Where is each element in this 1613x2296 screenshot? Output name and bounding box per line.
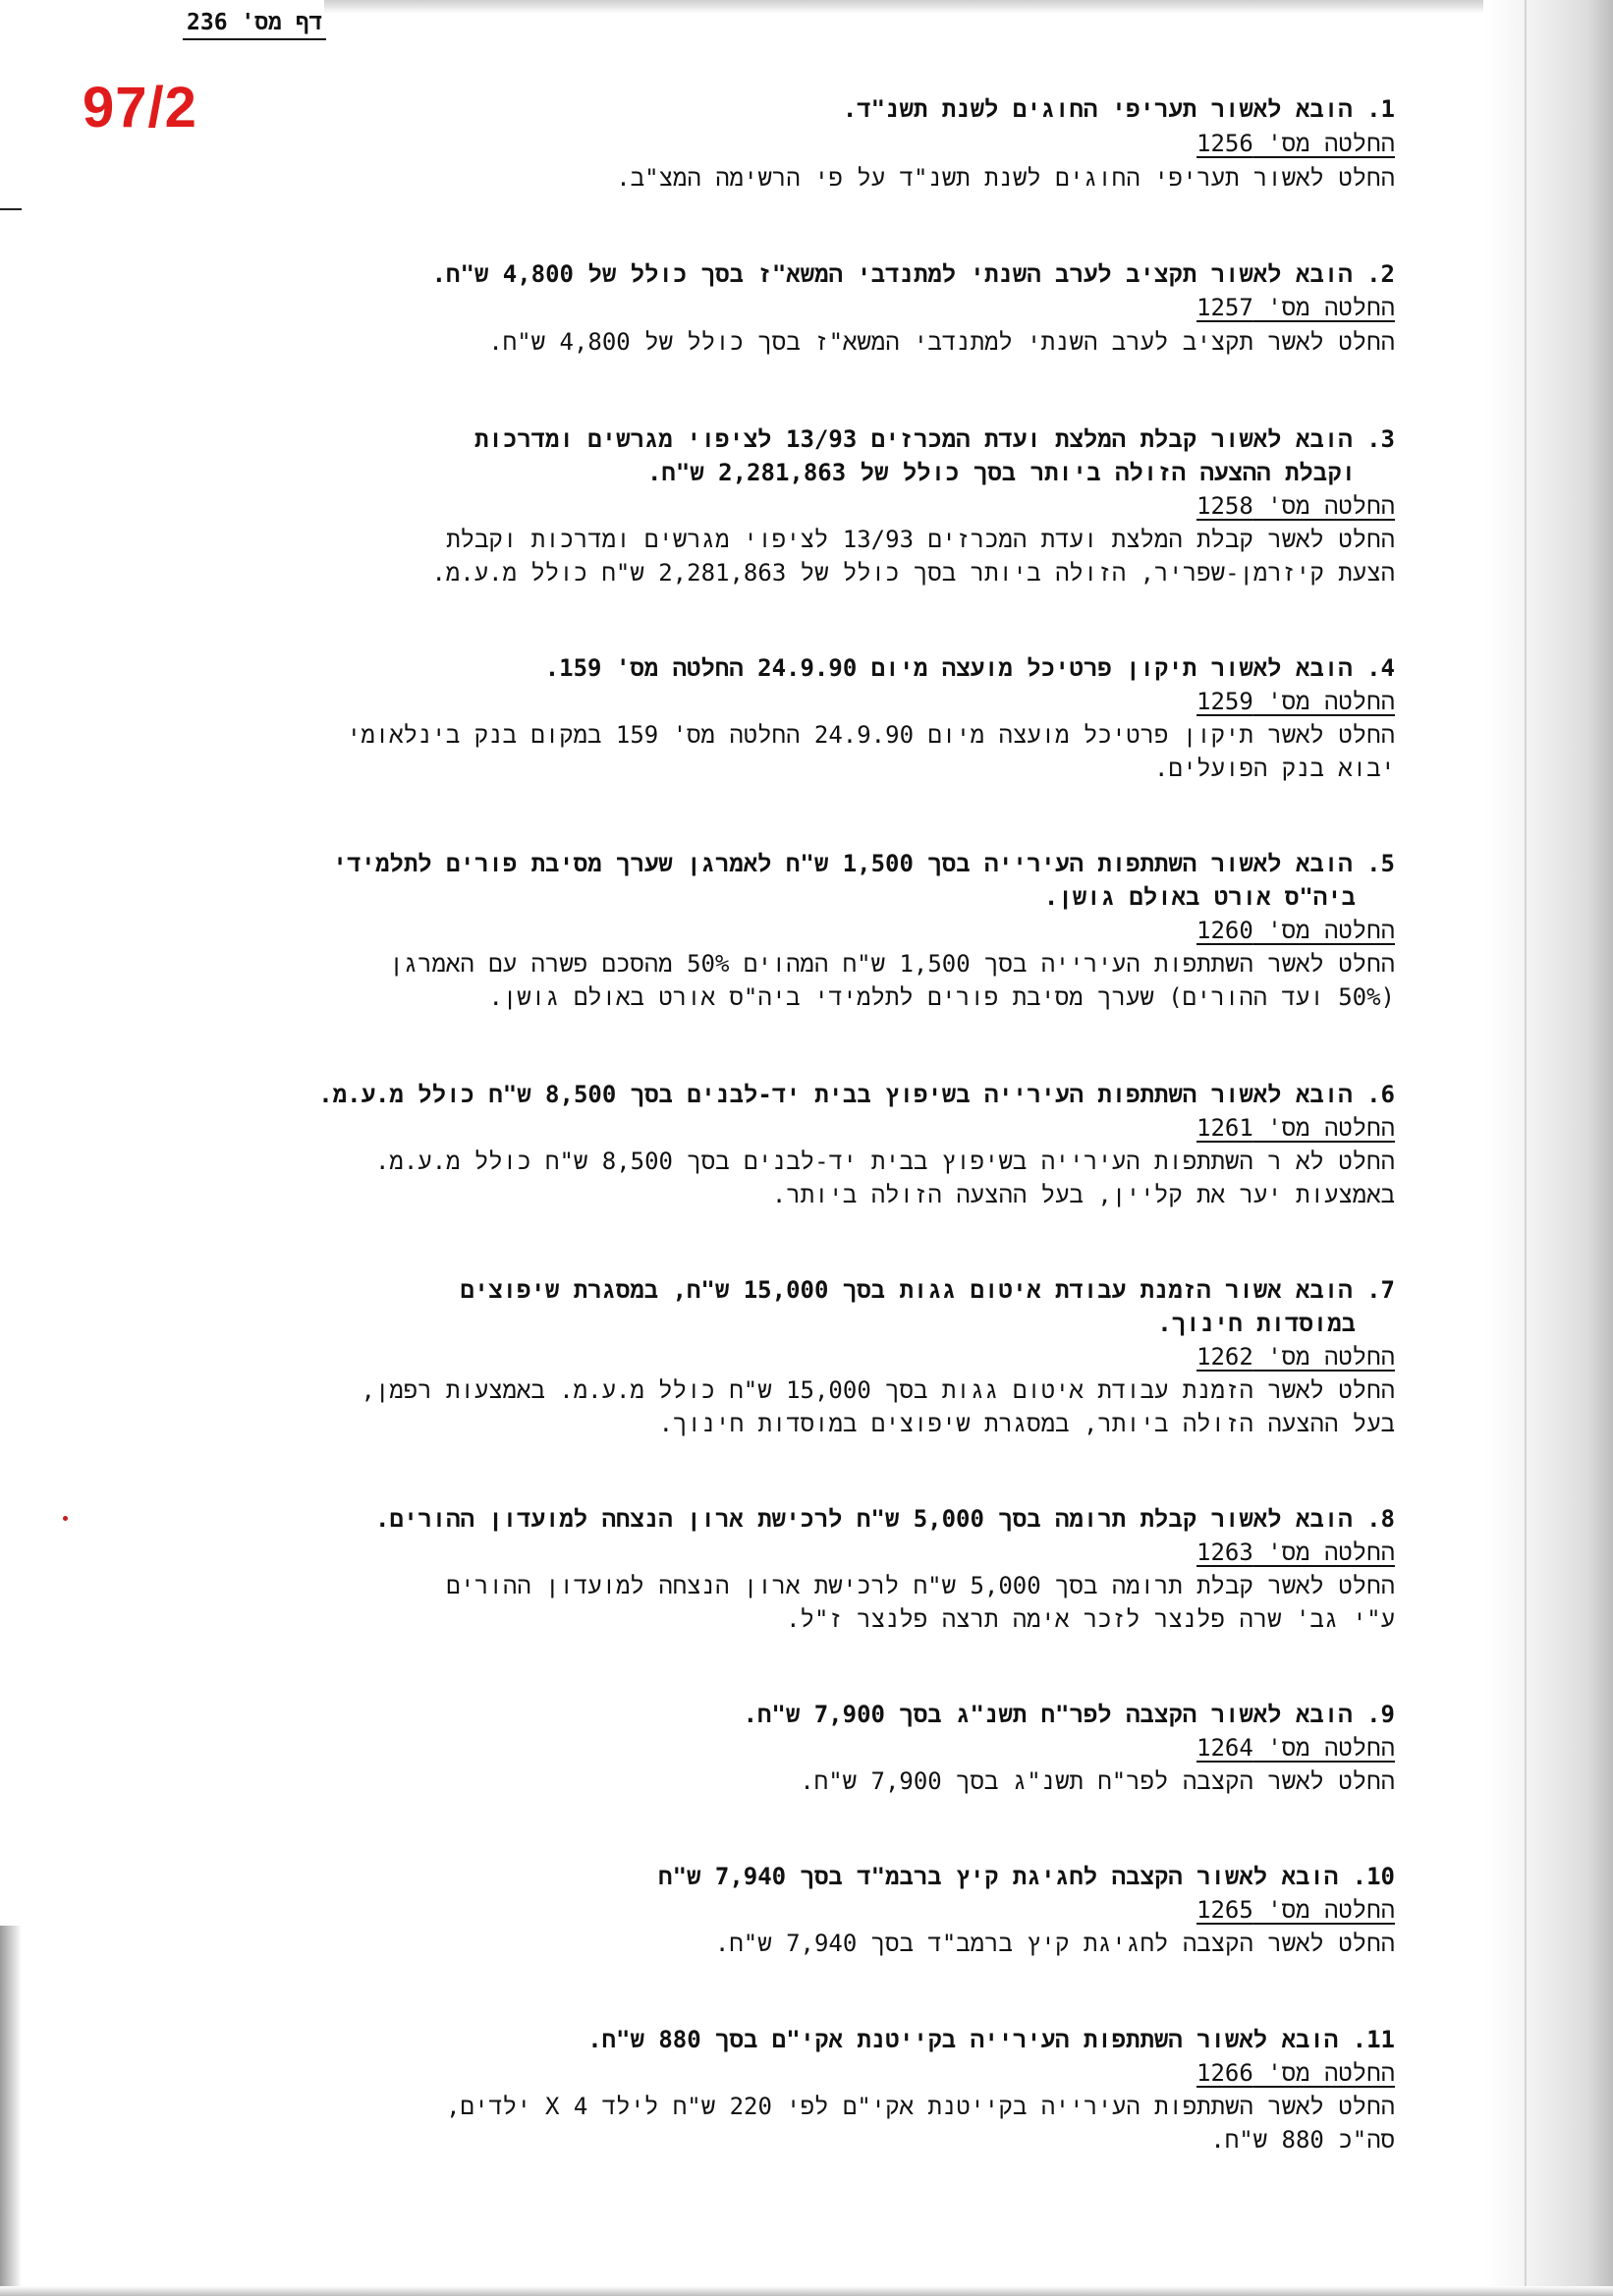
item-10-decision-line-1: החלט לאשר הקצבה לחגיגת קיץ ברמב"ד בסך 7,940 ש"ח. [714, 1930, 1395, 1957]
item-3-decision-line-1: החלט לאשר קבלת המלצת ועדת המכרזים 13/93 לציפוי מגרשים ומדרכות וקבלת [446, 526, 1395, 553]
margin-tick-mark [0, 208, 22, 210]
archive-id-stamp: 97/2 [83, 76, 197, 140]
item-6-decision-line-1: החלט לא ר השתתפות העירייה בשיפוץ בבית יד-לבנים בסך 8,500 ש"ח כולל מ.ע.מ. [374, 1148, 1395, 1175]
item-9-title: 9. הובא לאשור הקצבה לפר"ח תשנ"ג בסך 7,900 ש"ח. [743, 1701, 1395, 1728]
ink-dot [63, 1516, 68, 1521]
item-4-decision-line-1: החלט לאשר תיקון פרטיכל מועצה מיום 24.9.90 החלטה מס' 159 במקום בנק בינלאומי [347, 721, 1395, 749]
item-11-decision-line-1: החלט לאשר השתתפות העירייה בקייטנת אקי"ם לפי 220 ש"ח לילד X 4 ילדים, [446, 2093, 1395, 2120]
item-5-decision-label: החלטה מס' 1260 [1196, 917, 1395, 944]
item-11-title: 11. הובא לאשור השתתפות העירייה בקייטנת אקי"ם בסך 880 ש"ח. [587, 2026, 1395, 2053]
item-3-decision-line-2: הצעת קיזרמן-שפריר, הזולה ביותר בסך כולל של 2,281,863 ש"ח כולל מ.ע.מ. [431, 559, 1395, 587]
item-5-decision-line-2: (50% ועד ההורים) שערך מסיבת פורים לתלמידי ביה"ס אורט באולם גושן. [488, 983, 1395, 1011]
item-1-title: 1. הובא לאשור תעריפי החוגים לשנת תשנ"ד. [842, 95, 1395, 123]
item-9-decision-label: החלטה מס' 1264 [1196, 1734, 1395, 1762]
item-8-decision-line-2: ע"י גב' שרה פלנצר לזכר אימה תרצה פלנצר ז"ל. [786, 1605, 1395, 1633]
item-10-title: 10. הובא לאשור הקצבה לחגיגת קיץ ברבמ"ד בסך 7,940 ש"ח [658, 1863, 1395, 1890]
item-5-decision-line-1: החלט לאשר השתתפות העירייה בסך 1,500 ש"ח המהוים 50% מהסכם פשרה עם האמרגן [389, 950, 1395, 978]
item-5-title-cont: ביה"ס אורט באולם גושן. [1043, 883, 1356, 911]
item-7-decision-line-1: החלט לאשר הזמנת עבודת איטום גגות בסך 15,000 ש"ח כולל מ.ע.מ. באמצעות רפמן, [361, 1376, 1395, 1404]
scan-left-edge [0, 1926, 22, 2296]
scan-top-shadow [324, 0, 1483, 14]
item-4-decision-label: החלטה מס' 1259 [1196, 688, 1395, 715]
item-4-decision-line-2: יבוא בנק הפועלים. [1154, 755, 1395, 782]
item-7-title-cont: במוסדות חינוך. [1157, 1310, 1356, 1337]
item-3-title-cont: וקבלת ההצעה הזולה ביותר בסך כולל של 2,281,863 ש"ח. [646, 459, 1356, 486]
item-2-decision-line-1: החלט לאשר תקציב לערב השנתי למתנדבי המשא"ז בסך כולל של 4,800 ש"ח. [488, 328, 1395, 356]
item-3-decision-label: החלטה מס' 1258 [1196, 492, 1395, 520]
item-6-decision-line-2: באמצעות יער את קליין, בעל ההצעה הזולה ביותר. [771, 1181, 1395, 1208]
item-6-title: 6. הובא לאשור השתתפות העירייה בשיפוץ בבית יד-לבנים בסך 8,500 ש"ח כולל מ.ע.מ. [318, 1081, 1395, 1108]
item-1-decision-line-1: החלט לאשור תעריפי החוגים לשנת תשנ"ד על פי הרשימה המצ"ב. [616, 164, 1395, 192]
item-8-decision-line-1: החלט לאשר קבלת תרומה בסך 5,000 ש"ח לרכישת ארון הנצחה למועדון ההורים [446, 1572, 1395, 1599]
item-7-decision-line-2: בעל ההצעה הזולה ביותר, במסגרת שיפוצים במוסדות חינוך. [658, 1410, 1395, 1437]
item-8-title: 8. הובא לאשור קבלת תרומה בסך 5,000 ש"ח לרכישת ארון הנצחה למועדון ההורים. [375, 1505, 1395, 1533]
item-3-title: 3. הובא לאשור קבלת המלצת ועדת המכרזים 13/93 לציפוי מגרשים ומדרכות [474, 425, 1395, 453]
item-2-decision-label: החלטה מס' 1257 [1196, 294, 1395, 321]
item-2-title: 2. הובא לאשור תקציב לערב השנתי למתנדבי המשא"ז בסך כולל של 4,800 ש"ח. [431, 260, 1395, 288]
item-7-title: 7. הובא אשור הזמנת עבודת איטום גגות בסך 15,000 ש"ח, במסגרת שיפוצים [460, 1276, 1395, 1304]
item-4-title: 4. הובא לאשור תיקון פרטיכל מועצה מיום 24.9.90 החלטה מס' 159. [544, 654, 1395, 682]
item-5-title: 5. הובא לאשור השתתפות העירייה בסך 1,500 ש"ח לאמרגן שערך מסיבת פורים לתלמידי [332, 850, 1395, 877]
item-6-decision-label: החלטה מס' 1261 [1196, 1114, 1395, 1142]
item-11-decision-label: החלטה מס' 1266 [1196, 2059, 1395, 2087]
item-11-decision-line-2: סה"כ 880 ש"ח. [1210, 2126, 1395, 2154]
page-number: דף מס' 236 [183, 10, 326, 40]
scan-bottom-edge [0, 2286, 1613, 2296]
item-7-decision-label: החלטה מס' 1262 [1196, 1343, 1395, 1371]
scan-page-edge [1485, 0, 1613, 2296]
item-8-decision-label: החלטה מס' 1263 [1196, 1539, 1395, 1566]
item-1-decision-label: החלטה מס' 1256 [1196, 130, 1395, 157]
item-10-decision-label: החלטה מס' 1265 [1196, 1896, 1395, 1924]
item-9-decision-line-1: החלט לאשר הקצבה לפר"ח תשנ"ג בסך 7,900 ש"ח. [800, 1767, 1395, 1795]
